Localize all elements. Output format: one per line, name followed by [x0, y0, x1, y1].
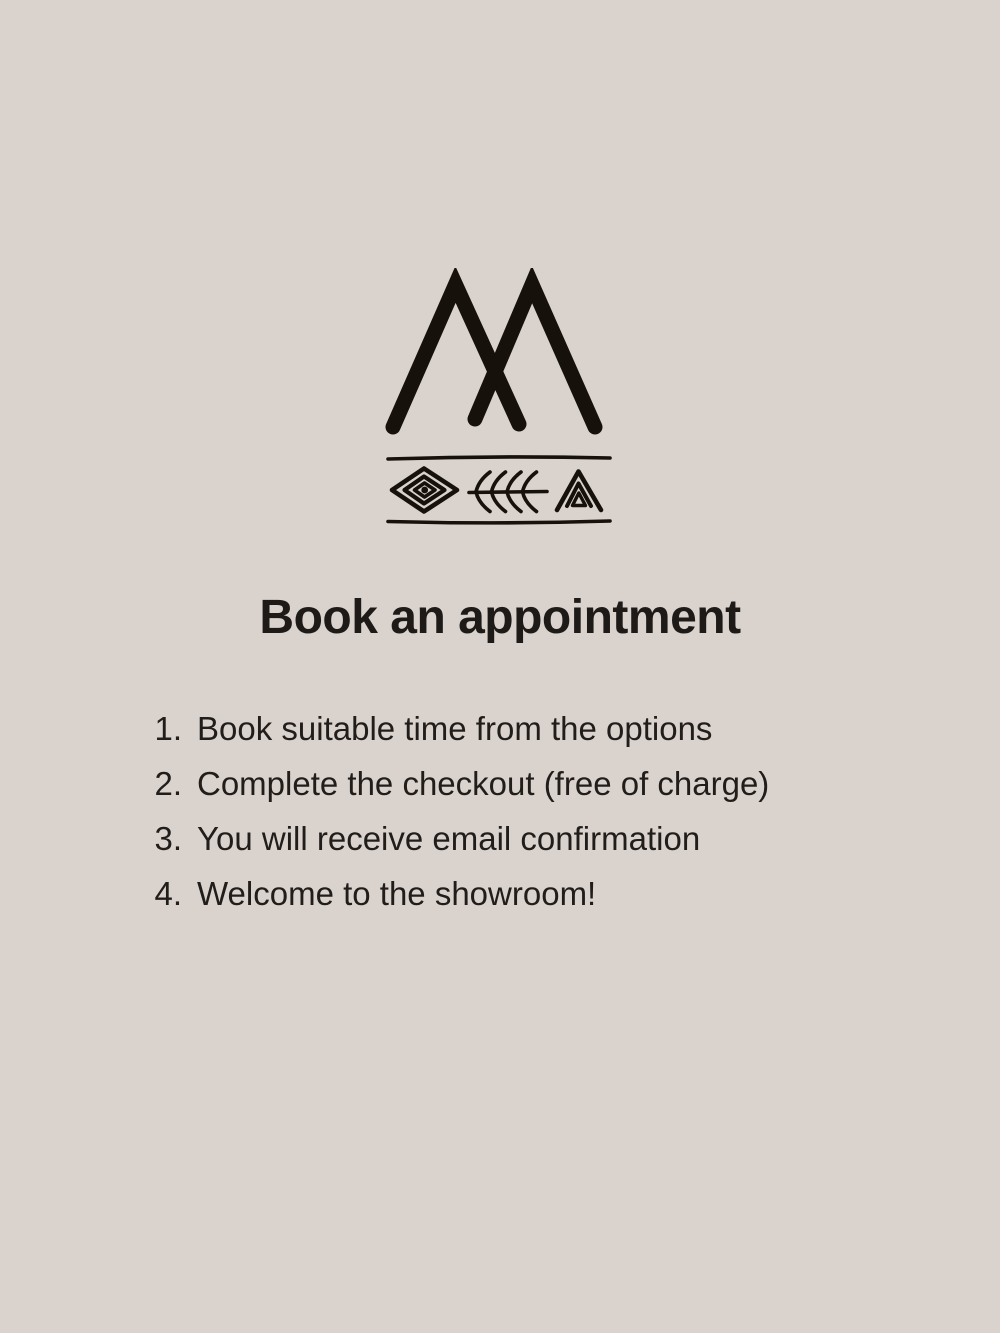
page-title: Book an appointment: [259, 591, 741, 644]
nested-triangle-icon: [557, 472, 601, 511]
step-number: 3.: [154, 820, 182, 857]
double-peak-icon: [393, 285, 595, 428]
step-text: You will receive email confirmation: [197, 820, 701, 857]
fishbone-arrows-icon: [469, 472, 547, 512]
brand-logo: [0, 0, 1000, 530]
step-number: 4.: [154, 875, 182, 912]
diamond-eye-icon: [392, 469, 457, 512]
step-number: 1.: [154, 710, 182, 747]
step-text: Complete the checkout (free of charge): [197, 765, 770, 802]
list-item: [152, 811, 1000, 866]
list-item: [152, 756, 1000, 811]
steps-list: [152, 701, 1000, 921]
step-number: 2.: [154, 765, 182, 802]
list-item: [152, 701, 1000, 756]
list-item: [152, 866, 1000, 921]
step-text: Book suitable time from the options: [197, 710, 713, 747]
mountain-monogram-icon: [380, 268, 620, 530]
step-text: Welcome to the showroom!: [197, 875, 597, 912]
